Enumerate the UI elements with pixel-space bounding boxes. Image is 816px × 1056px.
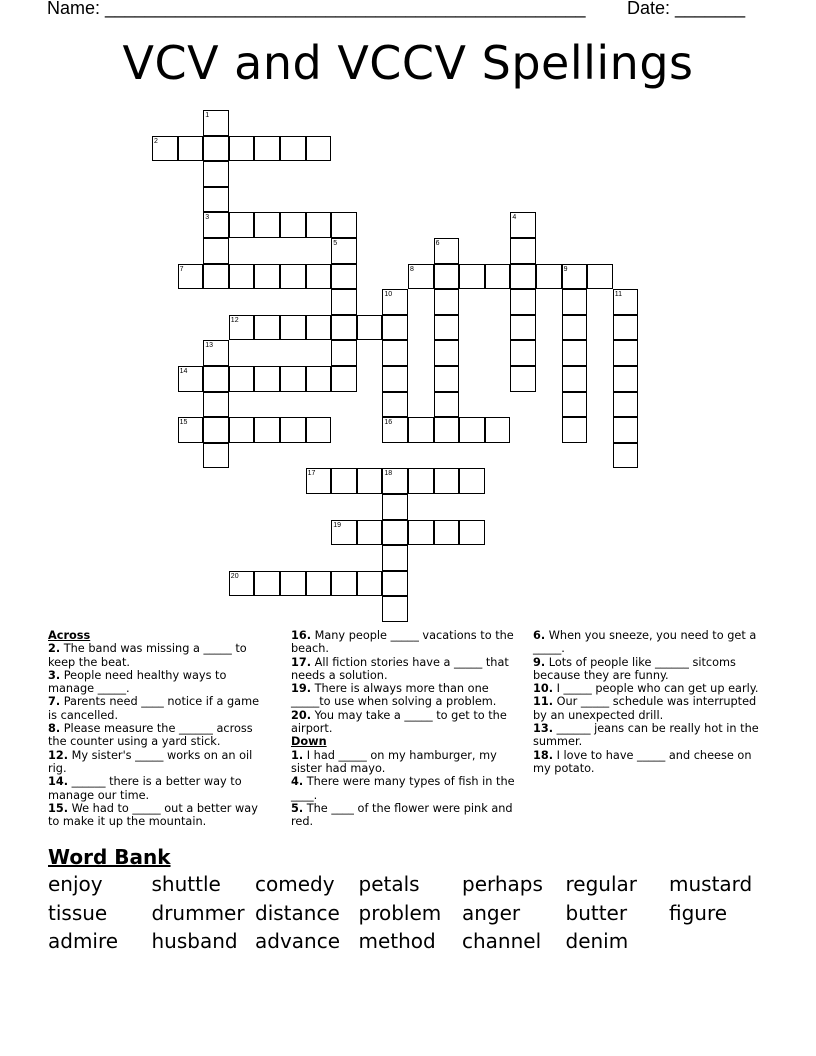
clue-item-text: The ____ of the flower were pink and red. bbox=[291, 801, 513, 829]
grid-cell[interactable] bbox=[510, 366, 536, 392]
grid-cell[interactable] bbox=[254, 136, 280, 162]
clue-item-text: ______ there is a better way to manage our time. bbox=[48, 775, 242, 802]
clue-item-text: Many people _____ vacations to the beach. bbox=[291, 629, 514, 656]
word-bank-word: shuttle bbox=[151, 872, 221, 896]
clue-item bbox=[533, 682, 761, 695]
grid-cell[interactable] bbox=[485, 264, 511, 290]
clue-number: 14 bbox=[179, 368, 188, 375]
grid-cell[interactable] bbox=[562, 340, 588, 366]
grid-cell[interactable] bbox=[306, 315, 332, 341]
clue-item bbox=[533, 629, 761, 656]
clue-number: 11 bbox=[614, 291, 623, 299]
word-bank-word: distance bbox=[255, 900, 340, 925]
clue-item-text: We had to _____ out a better way to make it up the mountain. bbox=[48, 801, 258, 829]
word-bank-word: figure bbox=[669, 900, 728, 925]
grid-cell[interactable] bbox=[357, 571, 383, 597]
grid-cell[interactable] bbox=[408, 417, 434, 443]
grid-cell[interactable] bbox=[306, 136, 332, 162]
grid-cell[interactable] bbox=[510, 238, 536, 264]
clue-item-text: People need healthy ways to manage _____. bbox=[48, 668, 227, 696]
clue-item-number: 4. bbox=[291, 775, 304, 789]
grid-cell[interactable] bbox=[459, 468, 485, 494]
word-bank-word: admire bbox=[48, 929, 119, 953]
grid-cell[interactable] bbox=[536, 264, 562, 290]
grid-cell[interactable] bbox=[434, 315, 460, 341]
clue-item bbox=[533, 749, 761, 776]
clue-item bbox=[291, 802, 521, 829]
word-bank-word: problem bbox=[358, 900, 442, 925]
clue-item-number: 7. bbox=[48, 695, 61, 709]
grid-cell[interactable] bbox=[254, 571, 280, 597]
grid-cell[interactable] bbox=[510, 340, 536, 366]
grid-cell[interactable] bbox=[613, 340, 639, 366]
clue-item-text: I love to have _____ and cheese on my potato. bbox=[533, 748, 752, 775]
grid-cell[interactable] bbox=[280, 315, 306, 341]
grid-cell[interactable] bbox=[613, 366, 639, 392]
clue-item-text: Lots of people like ______ sitcoms because they are funny. bbox=[533, 655, 736, 682]
clue-item bbox=[48, 669, 270, 696]
grid-cell[interactable] bbox=[562, 366, 588, 392]
clue-number: 1 bbox=[205, 112, 210, 119]
clue-item-text: Please measure the ______ across the counter using a yard stick. bbox=[48, 722, 253, 749]
clue-number: 18 bbox=[384, 470, 393, 478]
grid-cell[interactable] bbox=[459, 264, 485, 290]
word-bank-word: perhaps bbox=[462, 872, 543, 896]
grid-cell[interactable] bbox=[408, 468, 434, 494]
grid-cell[interactable] bbox=[613, 443, 639, 469]
grid-cell[interactable] bbox=[459, 520, 485, 546]
grid-cell[interactable] bbox=[510, 289, 536, 315]
clue-item bbox=[291, 682, 521, 709]
clue-number: 9 bbox=[563, 265, 568, 273]
grid-cell[interactable] bbox=[357, 315, 383, 341]
grid-cell[interactable] bbox=[229, 136, 255, 162]
grid-cell[interactable] bbox=[434, 366, 460, 392]
clue-item bbox=[48, 749, 270, 776]
grid-cell[interactable] bbox=[587, 264, 613, 290]
grid-cell[interactable] bbox=[408, 520, 434, 546]
word-bank-word: advance bbox=[255, 929, 341, 953]
grid-cell[interactable] bbox=[434, 392, 460, 418]
word-bank-word: denim bbox=[565, 929, 629, 953]
grid-cell[interactable] bbox=[434, 264, 460, 290]
clue-number: 19 bbox=[333, 521, 341, 529]
grid-cell[interactable] bbox=[510, 315, 536, 341]
grid-cell[interactable] bbox=[331, 315, 357, 341]
clue-item-number: 6. bbox=[533, 629, 546, 642]
grid-cell[interactable] bbox=[280, 136, 306, 162]
word-bank-word: drummer bbox=[151, 900, 245, 925]
word-bank-word: anger bbox=[462, 900, 521, 925]
clue-item-text: I _____ people who can get up early. bbox=[553, 682, 759, 696]
word-bank-word: tissue bbox=[48, 900, 108, 925]
grid-cell[interactable] bbox=[562, 289, 588, 315]
name-field[interactable]: Name: ________________________________________________ bbox=[47, 0, 586, 18]
grid-cell[interactable] bbox=[331, 571, 357, 597]
grid-cell[interactable] bbox=[280, 417, 306, 443]
clue-item bbox=[48, 775, 270, 802]
clue-item-text: Our _____ schedule was interrupted by an unexpected drill. bbox=[533, 695, 757, 722]
clue-item bbox=[533, 656, 761, 683]
grid-cell[interactable] bbox=[510, 264, 536, 290]
grid-cell[interactable] bbox=[306, 417, 332, 443]
word-bank-word: enjoy bbox=[48, 872, 103, 896]
word-bank-word: husband bbox=[151, 929, 238, 953]
grid-cell[interactable] bbox=[562, 392, 588, 418]
grid-cell[interactable] bbox=[280, 212, 306, 238]
grid-cell[interactable] bbox=[306, 264, 332, 290]
clue-item-number: 18. bbox=[533, 748, 554, 762]
grid-cell[interactable] bbox=[613, 315, 639, 341]
grid-cell[interactable] bbox=[434, 340, 460, 366]
grid-cell[interactable] bbox=[280, 571, 306, 597]
clue-number: 3 bbox=[205, 214, 210, 222]
clue-item-number: 10. bbox=[533, 682, 554, 696]
grid-cell[interactable] bbox=[331, 264, 357, 290]
grid-cell[interactable] bbox=[382, 520, 408, 546]
grid-cell[interactable] bbox=[229, 264, 255, 290]
clue-item-number: 15. bbox=[48, 801, 69, 815]
clue-number: 13 bbox=[205, 342, 213, 350]
clue-number: 6 bbox=[435, 240, 440, 247]
clue-column-1 bbox=[48, 629, 270, 828]
clue-number: 2 bbox=[154, 137, 158, 145]
word-bank-word: mustard bbox=[669, 872, 753, 896]
grid-cell[interactable] bbox=[203, 136, 229, 162]
clue-item bbox=[291, 709, 521, 736]
grid-cell[interactable] bbox=[331, 289, 357, 315]
clue-item bbox=[533, 722, 761, 749]
clue-item bbox=[48, 802, 270, 829]
clue-item bbox=[48, 642, 270, 669]
clue-number: 5 bbox=[333, 240, 338, 247]
clue-item bbox=[48, 722, 270, 749]
clue-item-text: There were many types of fish in the ____. bbox=[291, 775, 515, 802]
clue-number: 10 bbox=[384, 291, 393, 299]
grid-cell[interactable] bbox=[613, 417, 639, 443]
clue-item-number: 2. bbox=[48, 642, 61, 656]
grid-cell[interactable] bbox=[229, 417, 255, 443]
grid-cell[interactable] bbox=[306, 571, 332, 597]
clue-item-number: 11. bbox=[533, 695, 554, 709]
grid-cell[interactable] bbox=[382, 596, 408, 622]
grid-cell[interactable] bbox=[382, 366, 408, 392]
grid-cell[interactable] bbox=[280, 264, 306, 290]
across-heading: Across bbox=[48, 629, 91, 642]
clue-item-number: 13. bbox=[533, 722, 554, 736]
grid-cell[interactable] bbox=[280, 366, 306, 392]
clue-item-number: 5. bbox=[291, 801, 304, 815]
clue-item-text: When you sneeze, you need to get a _____. bbox=[533, 629, 757, 656]
clue-item-number: 8. bbox=[48, 722, 61, 736]
grid-cell[interactable] bbox=[434, 468, 460, 494]
clue-item-text: The band was missing a _____ to keep the beat. bbox=[48, 642, 247, 669]
grid-cell[interactable] bbox=[306, 212, 332, 238]
clue-item-number: 1. bbox=[291, 748, 304, 762]
clue-item-number: 9. bbox=[533, 655, 546, 669]
clue-item-number: 20. bbox=[291, 708, 312, 722]
clue-item-text: There is always more than one _____to use when solving a problem. bbox=[291, 682, 497, 709]
grid-cell[interactable] bbox=[203, 417, 229, 443]
word-bank-word: petals bbox=[358, 872, 420, 896]
word-bank-word: butter bbox=[565, 900, 628, 925]
clue-item-text: Parents need ____ notice if a game is cancelled. bbox=[48, 695, 260, 722]
grid-cell[interactable] bbox=[434, 520, 460, 546]
grid-cell[interactable] bbox=[254, 366, 280, 392]
grid-cell[interactable] bbox=[203, 238, 229, 264]
clue-number: 7 bbox=[179, 265, 184, 273]
clue-item bbox=[48, 695, 270, 722]
word-bank-title: Word Bank bbox=[48, 845, 171, 869]
grid-cell[interactable] bbox=[382, 392, 408, 418]
grid-cell[interactable] bbox=[459, 417, 485, 443]
clue-item bbox=[533, 695, 761, 722]
clue-item-number: 14. bbox=[48, 775, 69, 789]
grid-cell[interactable] bbox=[382, 315, 408, 341]
date-field[interactable]: Date: _______ bbox=[627, 0, 746, 18]
clue-item bbox=[291, 775, 521, 802]
clue-column-2 bbox=[291, 629, 521, 828]
word-bank-word: comedy bbox=[255, 872, 335, 896]
grid-cell[interactable] bbox=[178, 136, 204, 162]
word-bank-word: channel bbox=[462, 929, 542, 953]
grid-cell[interactable] bbox=[562, 315, 588, 341]
clue-number: 20 bbox=[230, 572, 239, 580]
word-bank-word: regular bbox=[565, 872, 637, 896]
clue-item-text: ______ jeans can be really hot in the summer. bbox=[533, 722, 759, 749]
word-bank-word: method bbox=[358, 929, 436, 953]
grid-cell[interactable] bbox=[203, 392, 229, 418]
clue-item bbox=[291, 629, 521, 656]
grid-cell[interactable] bbox=[613, 392, 639, 418]
clue-item-text: All fiction stories have a _____ that needs a solution. bbox=[291, 655, 509, 682]
grid-cell[interactable] bbox=[382, 545, 408, 571]
grid-cell[interactable] bbox=[331, 212, 357, 238]
grid-cell[interactable] bbox=[434, 289, 460, 315]
grid-cell[interactable] bbox=[203, 187, 229, 213]
clue-number: 15 bbox=[179, 419, 188, 427]
grid-cell[interactable] bbox=[382, 494, 408, 520]
grid-cell[interactable] bbox=[254, 264, 280, 290]
down-heading: Down bbox=[291, 735, 327, 749]
grid-cell[interactable] bbox=[203, 161, 229, 187]
grid-cell[interactable] bbox=[357, 468, 383, 494]
grid-cell[interactable] bbox=[331, 468, 357, 494]
grid-cell[interactable] bbox=[229, 366, 255, 392]
clue-number: 8 bbox=[410, 265, 414, 273]
clue-item bbox=[291, 749, 521, 776]
grid-cell[interactable] bbox=[562, 417, 588, 443]
grid-cell[interactable] bbox=[254, 417, 280, 443]
clue-number: 12 bbox=[230, 316, 239, 324]
clue-item-number: 17. bbox=[291, 655, 312, 669]
grid-cell[interactable] bbox=[203, 443, 229, 469]
clue-item-text: I had _____ on my hamburger, my sister had mayo. bbox=[291, 748, 497, 775]
grid-cell[interactable] bbox=[331, 340, 357, 366]
clue-item-number: 16. bbox=[291, 629, 312, 642]
grid-cell[interactable] bbox=[357, 520, 383, 546]
grid-cell[interactable] bbox=[382, 571, 408, 597]
clue-item-number: 19. bbox=[291, 682, 312, 696]
grid-cell[interactable] bbox=[203, 366, 229, 392]
clue-number: 16 bbox=[384, 419, 393, 427]
grid-cell[interactable] bbox=[485, 417, 511, 443]
clue-item bbox=[291, 656, 521, 683]
grid-cell[interactable] bbox=[331, 366, 357, 392]
grid-cell[interactable] bbox=[434, 417, 460, 443]
page-title: VCV and VCCV Spellings bbox=[122, 36, 694, 90]
grid-cell[interactable] bbox=[254, 315, 280, 341]
clue-number: 17 bbox=[307, 470, 316, 478]
clue-item-text: My sister's _____ works on an oil rig. bbox=[48, 748, 253, 775]
clue-column-3 bbox=[533, 629, 761, 775]
grid-cell[interactable] bbox=[306, 366, 332, 392]
clue-item-number: 12. bbox=[48, 748, 69, 762]
grid-cell[interactable] bbox=[254, 212, 280, 238]
grid-cell[interactable] bbox=[229, 212, 255, 238]
clue-number: 4 bbox=[512, 214, 517, 222]
grid-cell[interactable] bbox=[382, 340, 408, 366]
clue-item-number: 3. bbox=[48, 668, 61, 682]
grid-cell[interactable] bbox=[203, 264, 229, 290]
clue-item-text: You may take a _____ to get to the airport. bbox=[291, 708, 507, 736]
